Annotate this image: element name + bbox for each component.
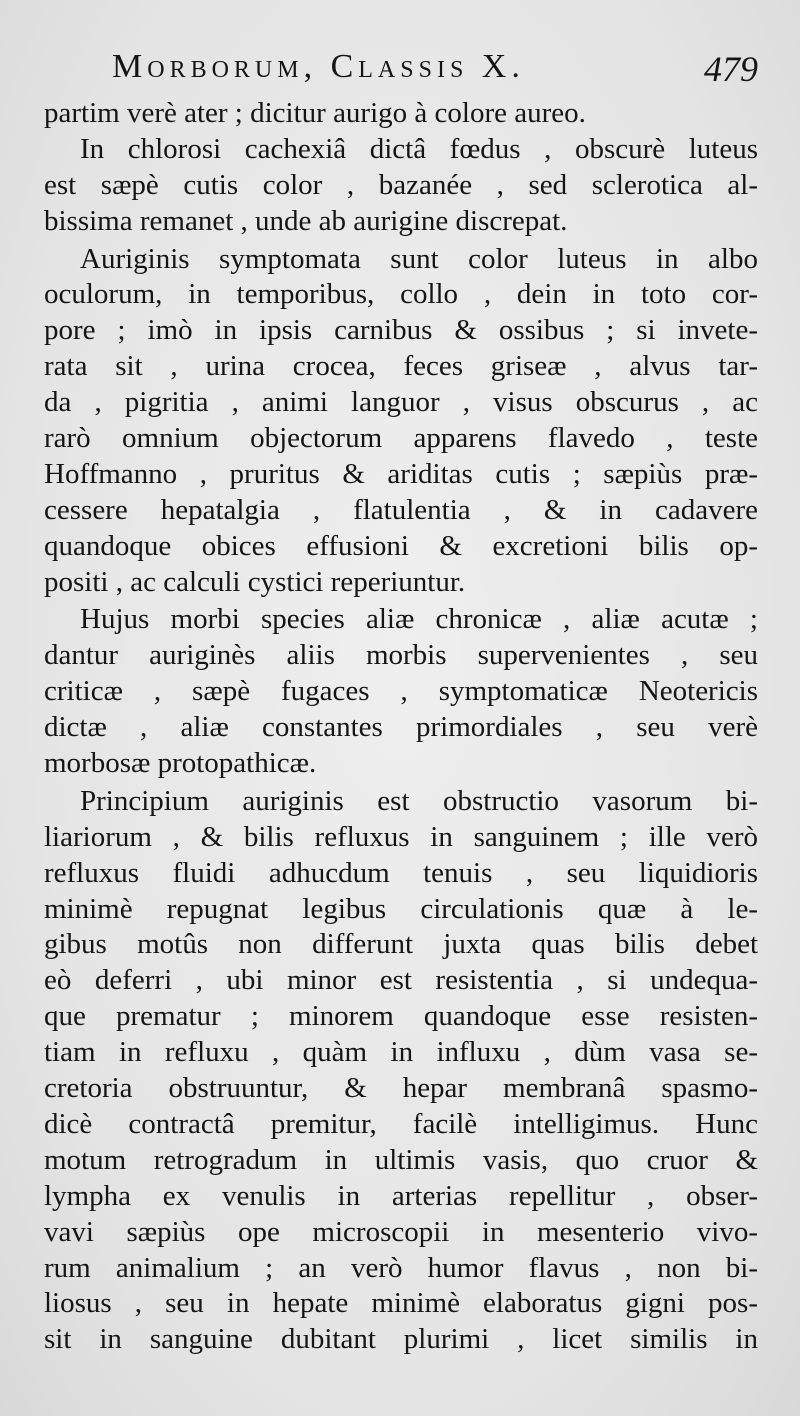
paragraph: [44, 242, 758, 601]
text-line: rum animalium ; an verò humor flavus , non bi-: [44, 1251, 758, 1284]
text-line: bissima remanet , unde ab aurigine discrepat.: [44, 204, 568, 237]
text-line: motum retrogradum in ultimis vasis, quo cruor &: [44, 1143, 758, 1176]
text-line: lympha ex venulis in arterias repellitur , obser-: [44, 1179, 758, 1212]
text-line: dictæ , aliæ constantes primordiales , seu verè: [44, 711, 758, 744]
text-line: rata sit , urina crocea, feces griseæ , alvus tar-: [44, 350, 758, 383]
text-line: da , pigritia , animi languor , visus obscurus , ac: [44, 386, 758, 419]
text-line: criticæ , sæpè fugaces , symptomaticæ Neotericis: [44, 675, 758, 708]
text-line: positi , ac calculi cystici reperiuntur.: [44, 565, 466, 598]
text-line: Auriginis symptomata sunt color luteus in albo: [80, 242, 758, 275]
text-line: Principium auriginis est obstructio vasorum bi-: [80, 784, 758, 817]
text-line: tiam in refluxu , quàm in influxu , dùm vasa se-: [44, 1036, 758, 1069]
paragraph: [44, 602, 758, 781]
text-line: Hoffmanno , pruritus & ariditas cutis ; sæpiùs præ-: [44, 457, 758, 490]
text-line: eò deferri , ubi minor est resistentia , si undequa-: [44, 964, 758, 997]
running-title: Morborum, Classis X.: [112, 48, 525, 85]
page-header: [0, 48, 800, 96]
text-line: sit in sanguine dubitant plurimi , licet similis in: [44, 1323, 758, 1356]
text-line: Hujus morbi species aliæ chronicæ , aliæ acutæ ;: [80, 603, 758, 636]
text-line: liosus , seu in hepate minimè elaboratus gigni pos-: [44, 1287, 758, 1320]
text-line: morbosæ protopathicæ.: [44, 747, 317, 780]
text-line: dantur auriginès aliis morbis supervenientes , seu: [44, 639, 758, 672]
paragraph: [44, 96, 758, 132]
text-line: In chlorosi cachexiâ dictâ fœdus , obscurè luteus: [80, 132, 758, 165]
paragraph: [44, 132, 758, 240]
text-line: quandoque obices effusioni & excretioni bilis op-: [44, 529, 758, 562]
text-line: est sæpè cutis color , bazanée , sed sclerotica al-: [44, 168, 758, 201]
text-line: que prematur ; minorem quandoque esse resisten-: [44, 1000, 758, 1033]
text-line: oculorum, in temporibus, collo , dein in toto cor-: [44, 278, 758, 311]
text-line: cessere hepatalgia , flatulentia , & in cadavere: [44, 493, 758, 526]
text-line: liariorum , & bilis refluxus in sanguinem ; ille verò: [44, 820, 758, 853]
paragraph: [44, 784, 758, 1358]
text-line: pore ; imò in ipsis carnibus & ossibus ; si invete-: [44, 314, 758, 347]
text-line: rarò omnium objectorum apparens flavedo , teste: [44, 422, 758, 455]
text-line: cretoria obstruuntur, & hepar membranâ spasmo-: [44, 1072, 758, 1105]
text-line: gibus motûs non differunt juxta quas bilis debet: [44, 928, 758, 961]
text-line: vavi sæpiùs ope microscopii in mesenterio vivo-: [44, 1215, 758, 1248]
text-line: refluxus fluidi adhucdum tenuis , seu liquidioris: [44, 856, 758, 889]
text-line: dicè contractâ premitur, facilè intelligimus. Hunc: [44, 1107, 758, 1140]
page-number: 479: [704, 49, 758, 89]
text-line: minimè repugnat legibus circulationis quæ à le-: [44, 892, 758, 925]
text-line: partim verè ater ; dicitur aurigo à colore aureo.: [44, 97, 586, 129]
body-text: [44, 96, 758, 1358]
